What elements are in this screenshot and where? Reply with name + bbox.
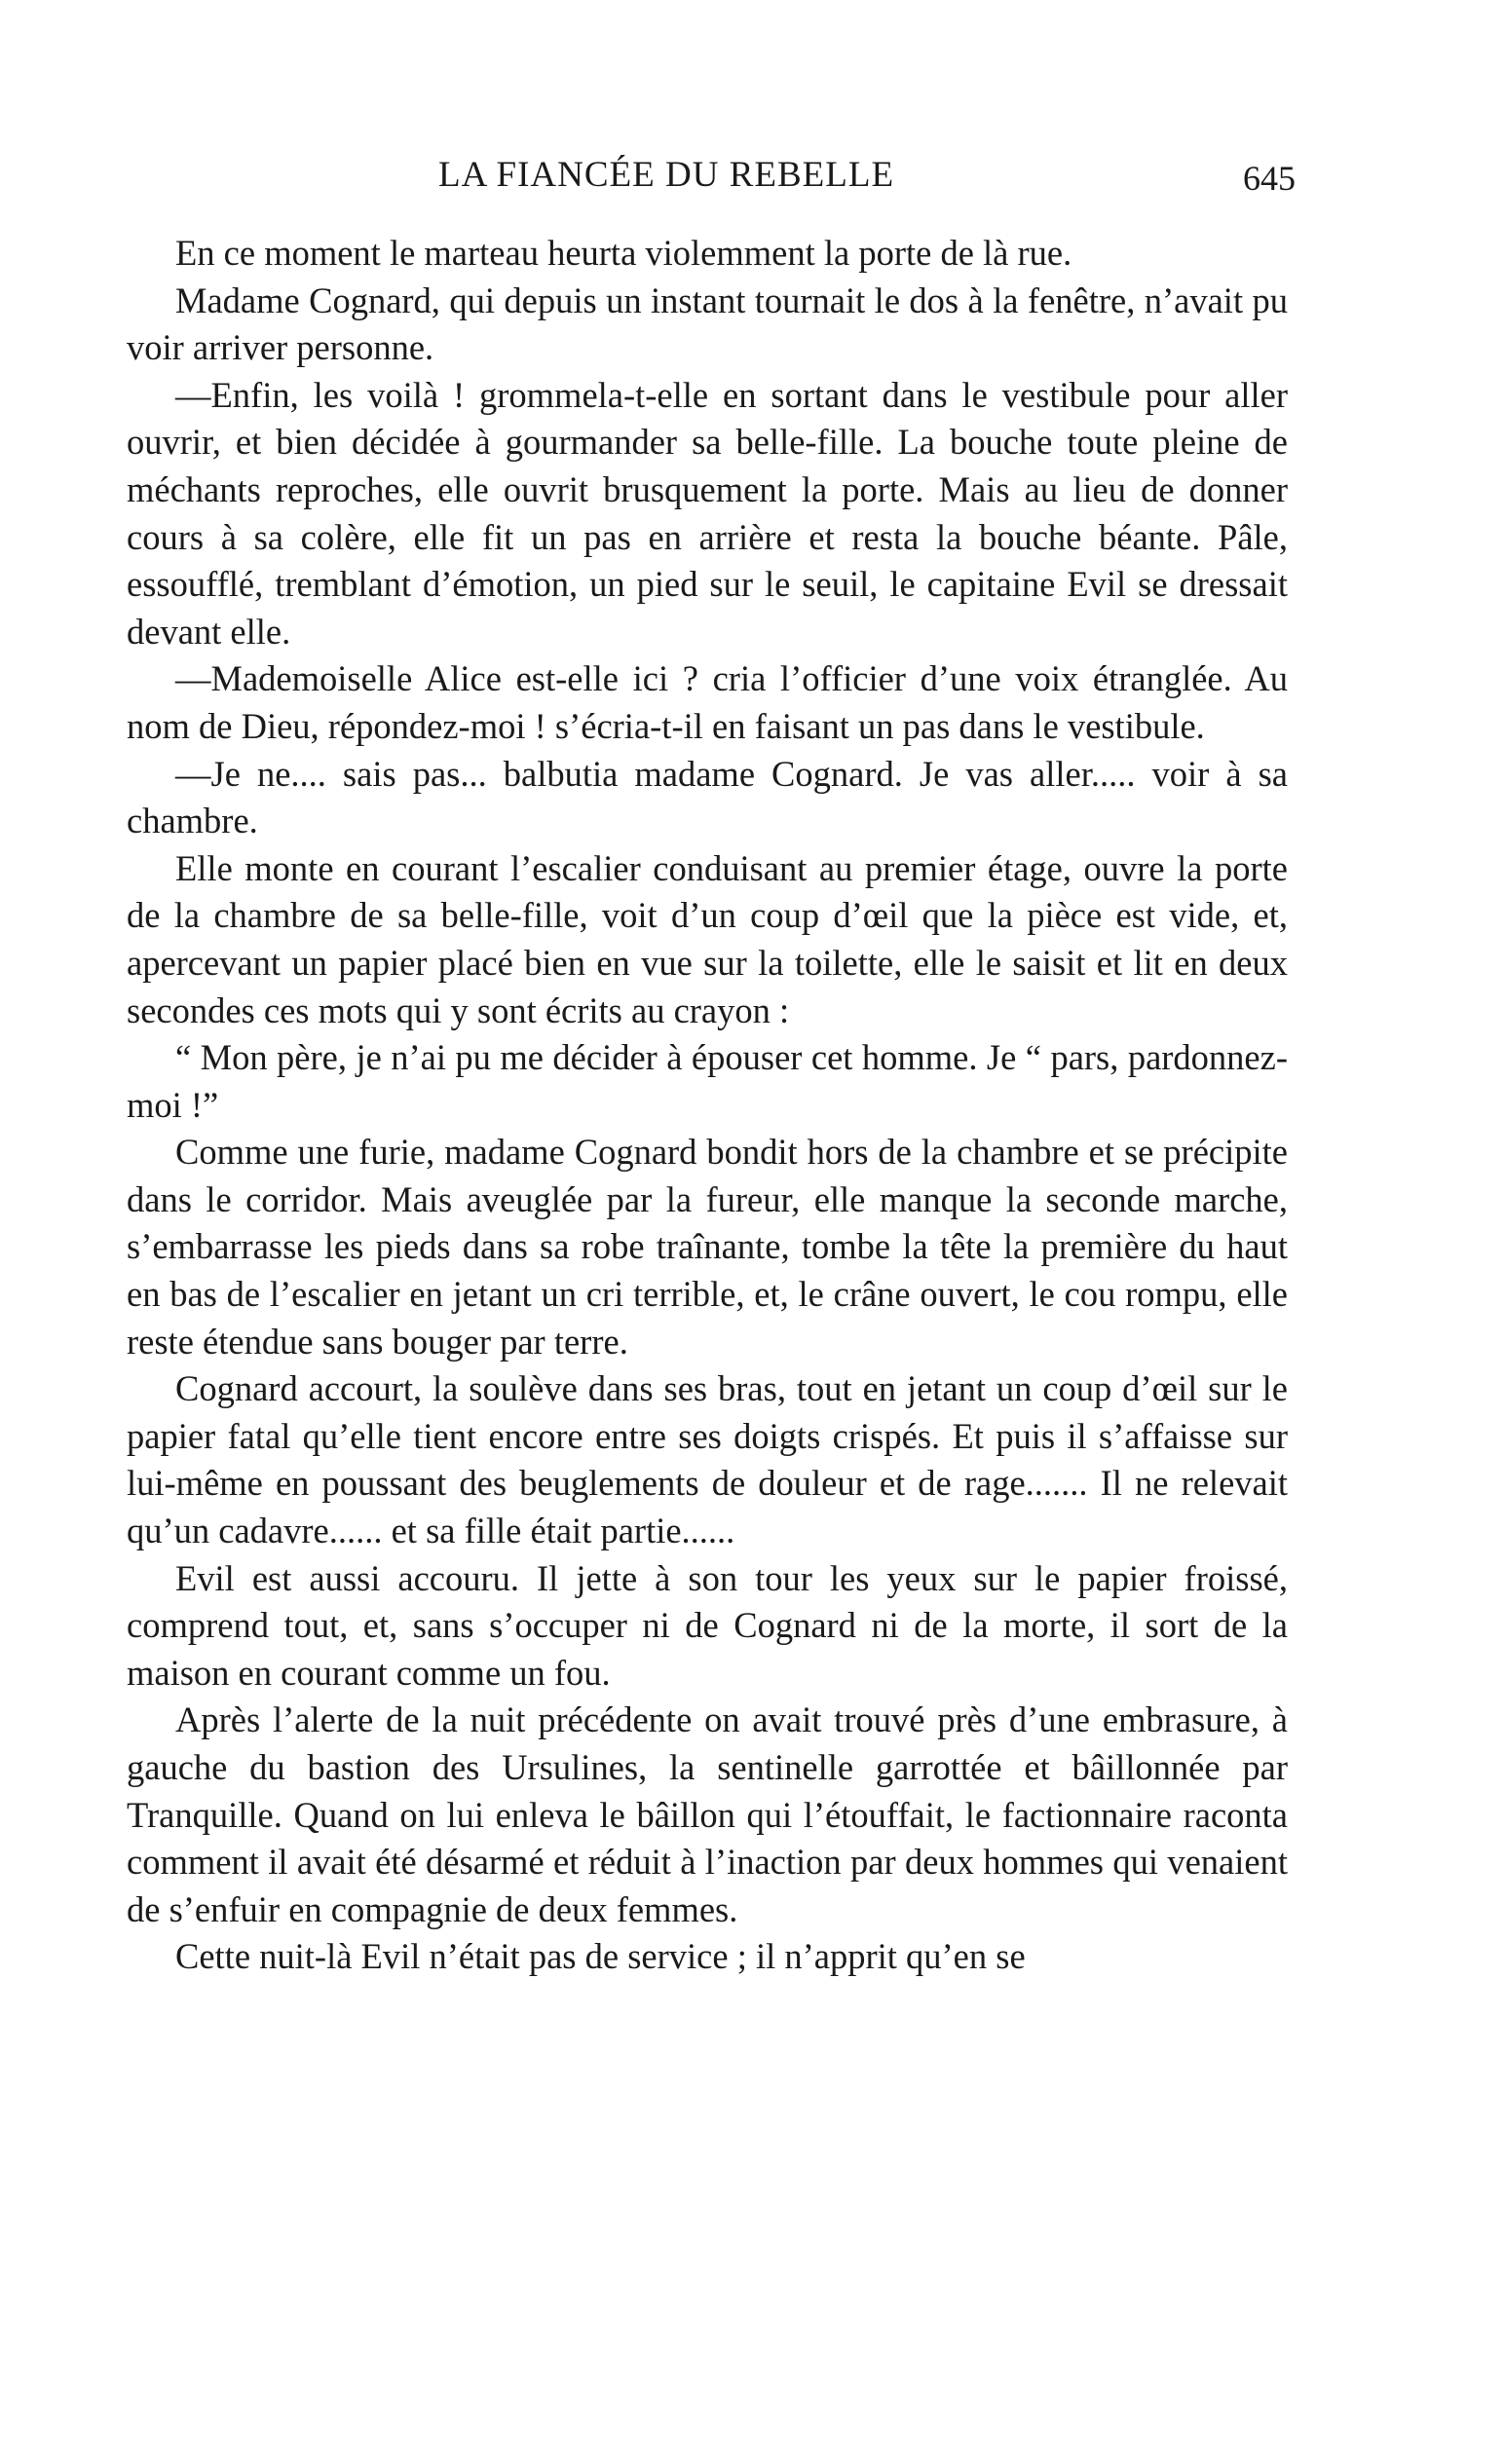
paragraph: Elle monte en courant l’escalier conduisant au premier étage, ouvre la porte de la chambre de sa belle-fille, voit d’un coup d’œil que la pièce est vide, et, apercevant un papier placé bien en vue sur la toilette, elle le saisit et lit en deux secondes ces mots qui y sont écrits au crayon : [127,847,1288,1030]
page-number: 645 [1243,159,1296,198]
paragraph: Comme une furie, madame Cognard bondit hors de la chambre et se précipite dans le corridor. Mais aveuglée par la fureur, elle manque la seconde marche, s’embarrasse les pieds dans sa robe traînante, tombe la tête la première du haut en bas de l’escalier en jetant un cri terrible, et, le crâne ouvert, le cou rompu, elle reste étendue sans bouger par terre. [127,1132,1288,1362]
paragraph: —Enfin, les voilà ! grommela-t-elle en sortant dans le vestibule pour aller ouvrir, et bien décidée à gourmander sa belle-fille. La bouche toute pleine de méchants reproches, elle ouvrit brusquement la porte. Mais au lieu de donner cours à sa colère, elle fit un pas en arrière et resta la bouche béante. Pâle, essoufflé, tremblant d’émotion, un pied sur le seuil, le capitaine Evil se dressait devant elle. [127,374,1288,652]
paragraph: Cette nuit-là Evil n’était pas de service ; il n’apprit qu’en se [175,1936,1026,1977]
quoted-note: “ Mon père, je n’ai pu me décider à épouser cet homme. Je “ pars, pardonnez-moi !” [127,1037,1288,1125]
paragraph: Cognard accourt, la soulève dans ses bras, tout en jetant un coup d’œil sur le papier fatal qu’elle tient encore entre ses doigts crispés. Et puis il s’affaisse sur lui-même en poussant des beuglements de douleur et de rage....... Il ne relevait qu’un cadavre...... et sa fille était partie...... [127,1368,1288,1551]
paragraph: En ce moment le marteau heurta violemment la porte de là rue. [175,233,1072,273]
paragraph: Après l’alerte de la nuit précédente on avait trouvé près d’une embrasure, à gauche du bastion des Ursulines, la sentinelle garrottée et bâillonnée par Tranquille. Quand on lui enleva le bâillon qui l’étouffait, le factionnaire raconta comment il avait été désarmé et réduit à l’inaction par deux hommes qui venaient de s’enfuir en compagnie de deux femmes. [127,1699,1288,1929]
page-header [127,154,1296,203]
running-title: LA FIANCÉE DU REBELLE [438,155,895,195]
paragraph: —Mademoiselle Alice est-elle ici ? cria l’officier d’une voix étranglée. Au nom de Dieu, répondez-moi ! s’écria-t-il en faisant un pas dans le vestibule. [127,658,1288,746]
paragraph: Evil est aussi accouru. Il jette à son tour les yeux sur le papier froissé, comprend tout, et, sans s’occuper ni de Cognard ni de la morte, il sort de la maison en courant comme un fou. [127,1557,1288,1693]
paragraph: Madame Cognard, qui depuis un instant tournait le dos à la fenêtre, n’avait pu voir arriver personne. [127,280,1288,368]
paragraph: —Je ne.... sais pas... balbutia madame Cognard. Je vas aller..... voir à sa chambre. [127,753,1288,841]
body-text [127,230,1288,1981]
